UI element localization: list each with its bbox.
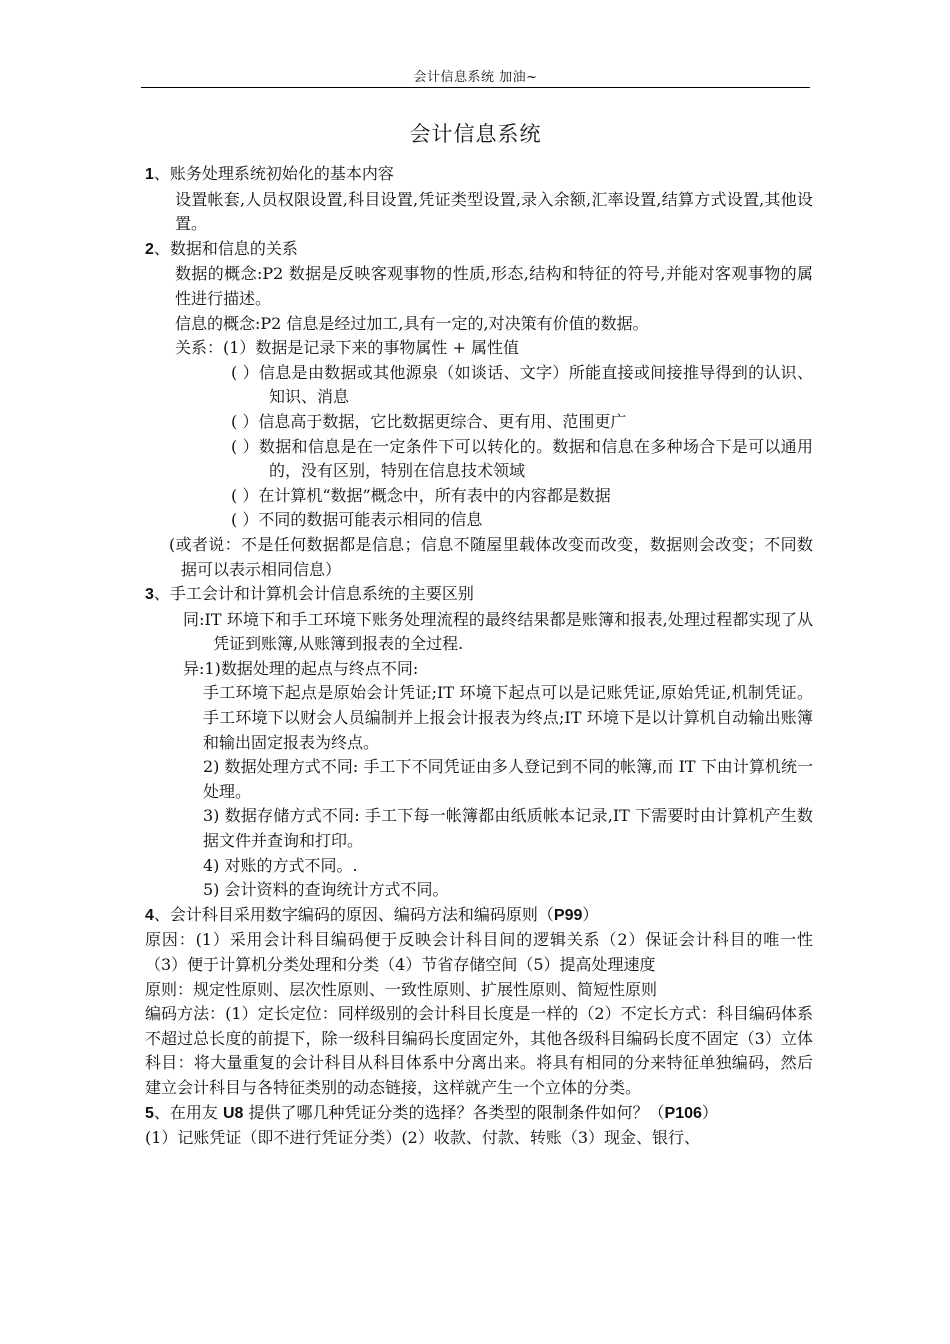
difference-4: 4) 对账的方式不同。. <box>203 855 358 875</box>
difference-3: 3) 数据存储方式不同: 手工下每一帐簿都由纸质帐本记录,IT 下需要时由计算机产生数据文件并查询和打印。 <box>203 806 813 851</box>
relation-intro: 关系：(1）数据是记录下来的事物属性 + 属性值 <box>175 338 520 358</box>
relation-item: ( ）在计算机“数据”概念中，所有表中的内容都是数据 <box>231 485 611 505</box>
coding-method: 编码方法：(1）定长定位：同样级别的会计科目长度是一样的（2）不定长方式：科目编码体系不超过总长度的前提下，除一级科目编码长度固定外，其他各级科目编码长度不固定（3）立体科目：将大量重复的会计科目从科目体系中分离出来。将具有相同的分来特征单独编码，然后建立会计科目与各特征类别的动态链接，这样就产生一个立体的分类。 <box>145 1004 813 1097</box>
data-definition: 数据的概念:P2 数据是反映客观事物的性质,形态,结构和特征的符号,并能对客观事物的属性进行描述。 <box>175 264 813 308</box>
section-2-heading: 2、数据和信息的关系 <box>145 238 298 258</box>
document-body <box>145 162 813 1151</box>
relation-note: (或者说：不是任何数据都是信息；信息不随屋里载体改变而改变，数据则会改变；不同数据可以表示相同信息） <box>169 534 813 579</box>
section-5-heading: 5、在用友 U8 提供了哪几种凭证分类的选择？各类型的限制条件如何？（P106） <box>145 1102 718 1122</box>
page-header: 会计信息系统 加油~ <box>413 70 538 85</box>
relation-item: ( ）数据和信息是在一定条件下可以转化的。数据和信息在多种场合下是可以通用的，没有区别，特别在信息技术领域 <box>231 436 813 481</box>
section-1-heading: 1、账务处理系统初始化的基本内容 <box>145 164 394 183</box>
header-divider <box>141 87 810 88</box>
section-3-heading: 3、手工会计和计算机会计信息系统的主要区别 <box>145 584 474 604</box>
difference-5: 5) 会计资料的查询统计方式不同。 <box>203 880 449 900</box>
info-definition: 信息的概念:P2 信息是经过加工,具有一定的,对决策有价值的数据。 <box>175 313 649 333</box>
coding-principle: 原则：规定性原则、层次性原则、一致性原则、扩展性原则、简短性原则 <box>145 979 658 999</box>
relation-item: ( ）信息是由数据或其他源泉（如谈话、文字）所能直接或间接推导得到的认识、知识、消息 <box>231 362 813 407</box>
coding-reason: 原因：(1）采用会计科目编码便于反映会计科目间的逻辑关系（2）保证会计科目的唯一性（3）便于计算机分类处理和分类（4）节省存储空间（5）提高处理速度 <box>145 930 813 974</box>
relation-item: ( ）信息高于数据，它比数据更综合、更有用、范围更广 <box>231 411 627 431</box>
similarity-text: 同:IT 环境下和手工环境下账务处理流程的最终结果都是账簿和报表,处理过程都实现了从凭证到账簿,从账簿到报表的全过程. <box>183 609 813 654</box>
section-1-content: 设置帐套,人员权限设置,科目设置,凭证类型设置,录入余额,汇率设置,结算方式设置,其他设置。 <box>175 189 813 234</box>
document-title: 会计信息系统 <box>409 122 542 146</box>
section-4-heading: 4、会计科目采用数字编码的原因、编码方法和编码原则（P99） <box>145 904 599 924</box>
difference-intro: 异:1)数据处理的起点与终点不同: <box>183 658 419 678</box>
difference-2: 2) 数据处理方式不同: 手工下不同凭证由多人登记到不同的帐簿,而 IT 下由计算机统一处理。 <box>203 757 813 801</box>
difference-1-detail: 手工环境下起点是原始会计凭证;IT 环境下起点可以是记账凭证,原始凭证,机制凭证。 手工环境下以财会人员编制并上报会计报表为终点;IT 环境下是以计算机自动输出账簿和输出固定报表为终点。 <box>203 683 813 752</box>
relation-item: ( ）不同的数据可能表示相同的信息 <box>231 510 483 530</box>
section-5-content: (1）记账凭证（即不进行凭证分类）(2）收款、付款、转账（3）现金、银行、 <box>145 1128 701 1148</box>
